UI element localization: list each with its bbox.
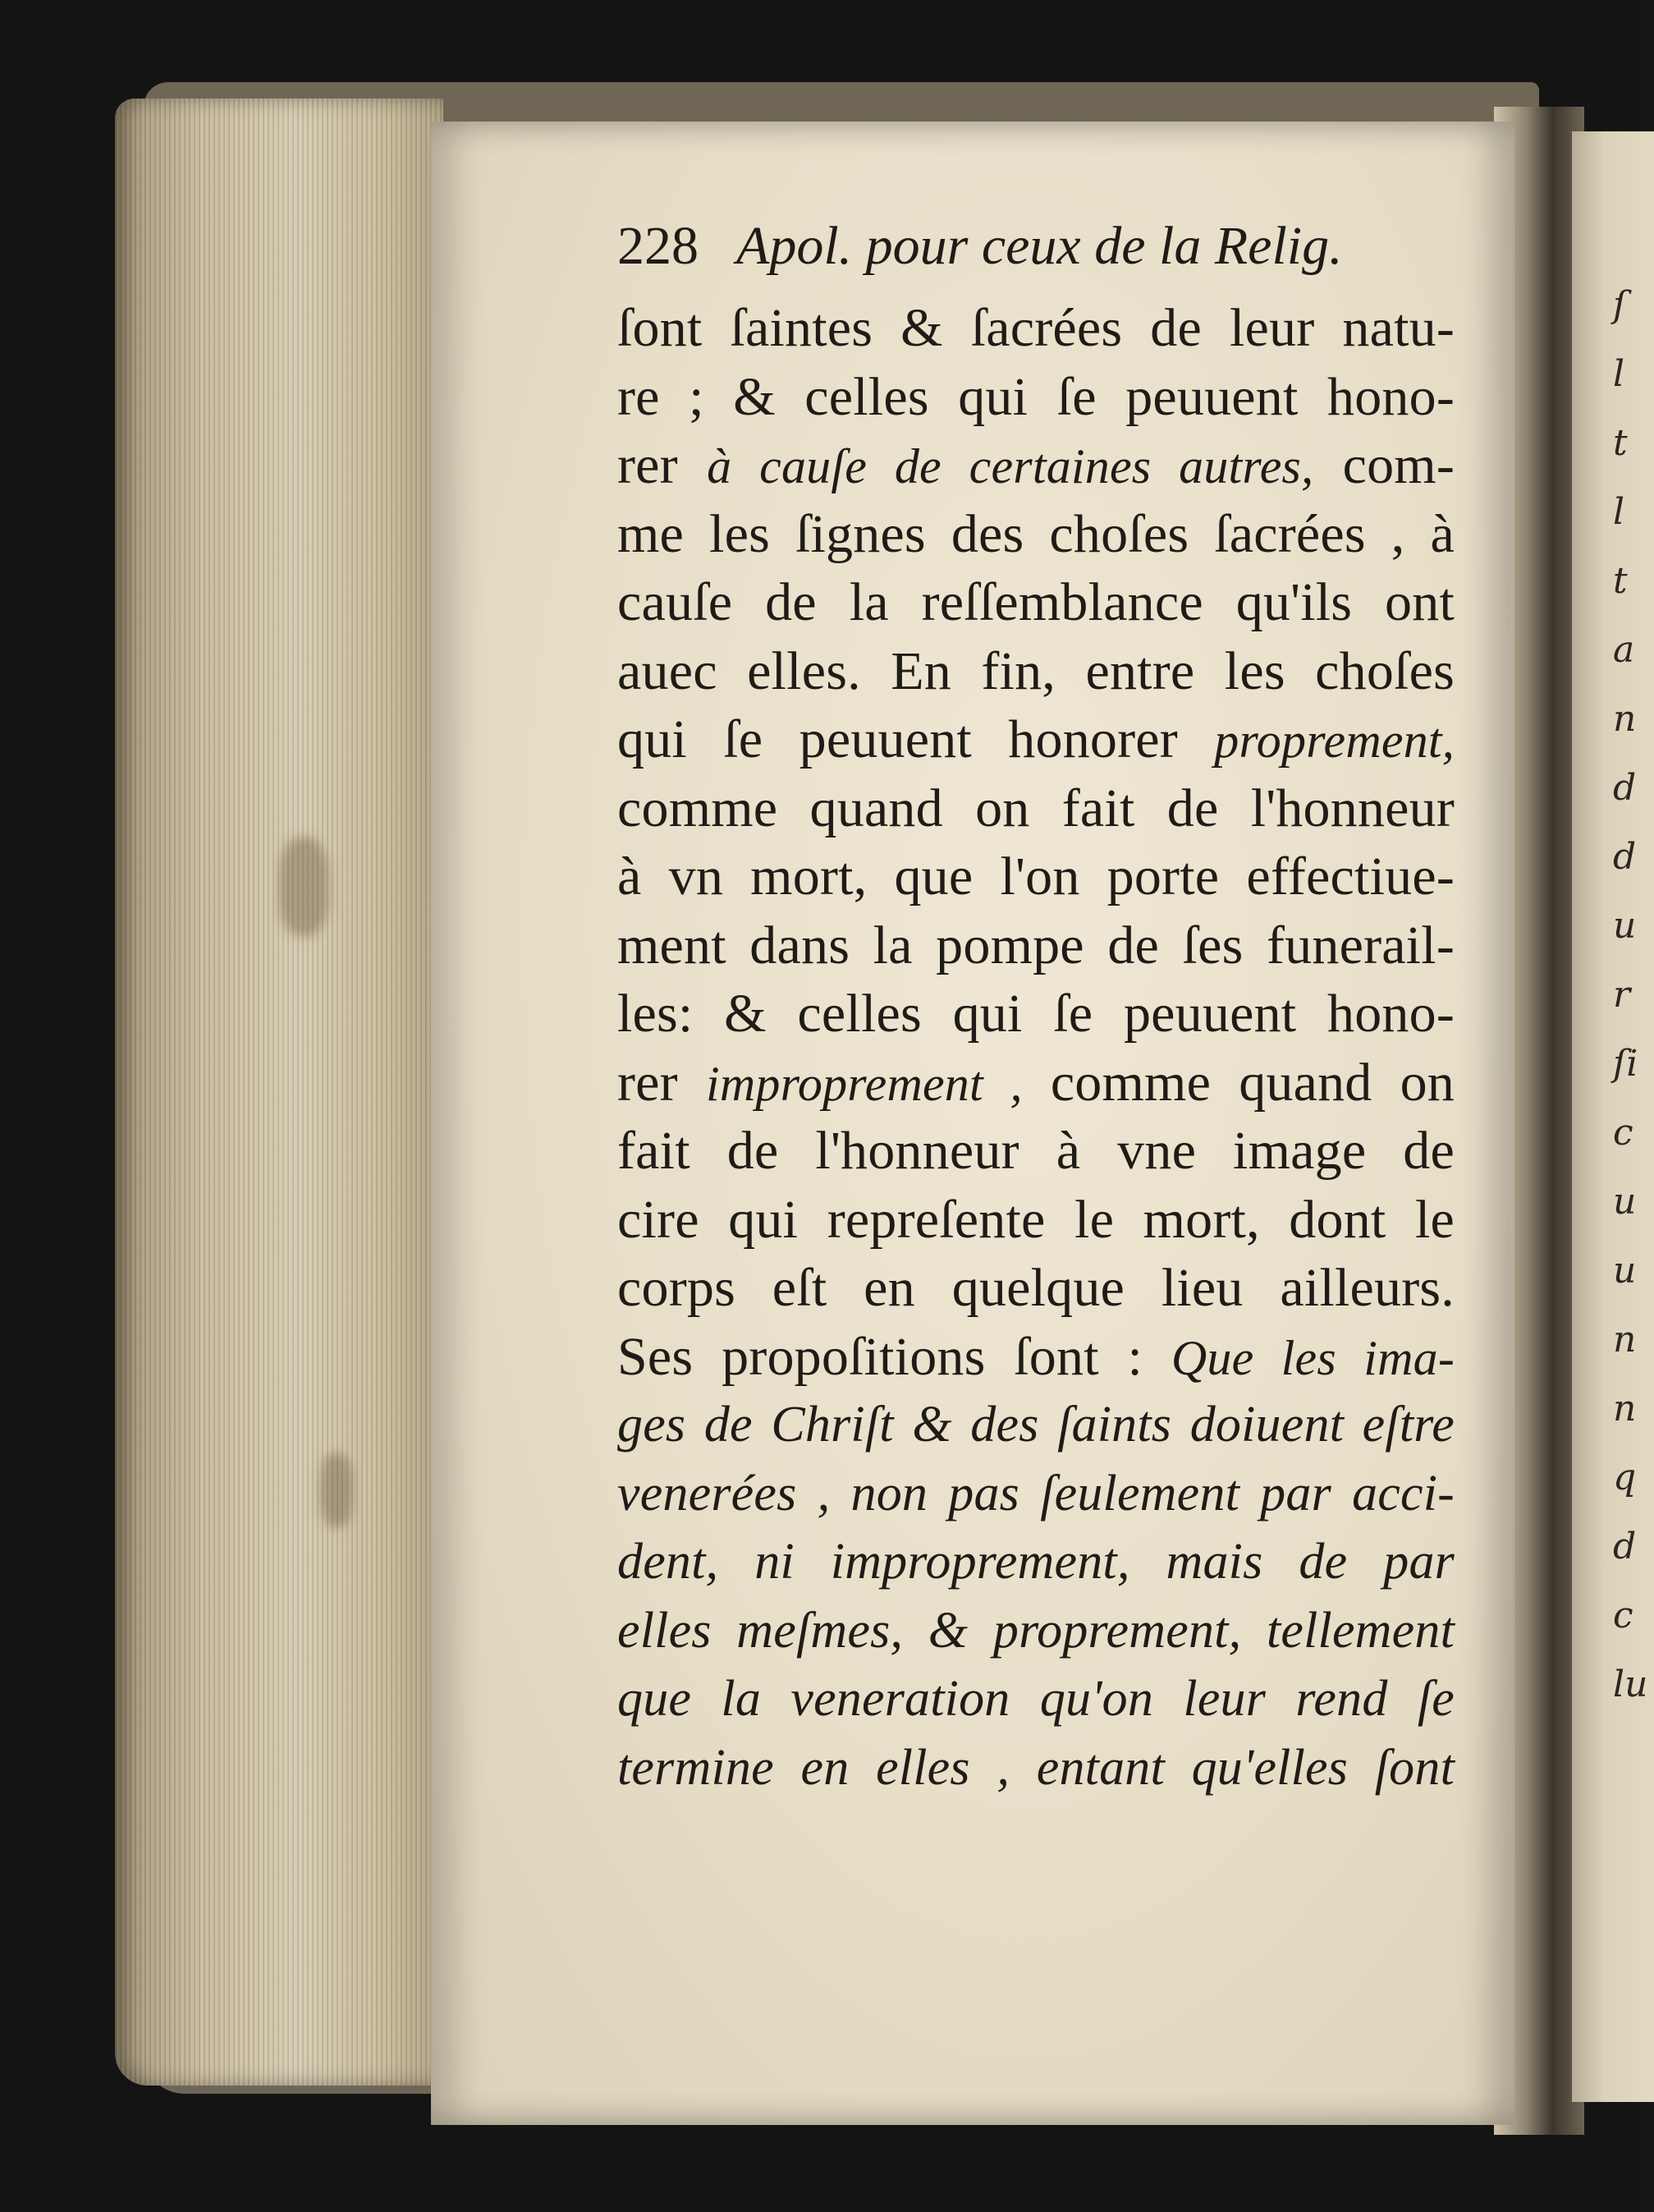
text-line: que la veneration qu'on leur rend ſe bbox=[617, 1671, 1455, 1727]
text-line: me les ſignes des choſes ſacrées , à bbox=[617, 503, 1455, 564]
italic-text: à cauſe de certaines autres, bbox=[707, 439, 1314, 493]
roman-text: comme quand on bbox=[1022, 1052, 1455, 1113]
text-line: dent, ni improprement, mais de par bbox=[617, 1534, 1455, 1590]
text-line bbox=[617, 1323, 1455, 1392]
text-line bbox=[617, 1049, 1455, 1117]
italic-text: improprement , bbox=[705, 1056, 1023, 1111]
text-line: ment dans la pompe de ſes funerail- bbox=[617, 915, 1455, 975]
stain bbox=[320, 1453, 353, 1527]
facing-page-text: ſ l t l t a n d d u r ſi c u u n n q d c lu bbox=[1613, 284, 1648, 1705]
text-line: corps eſt en quelque lieu ailleurs. bbox=[617, 1258, 1455, 1318]
text-block bbox=[617, 215, 1455, 1802]
text-line: ſont ſaintes & ſacrées de leur natu- bbox=[617, 298, 1455, 358]
text-line: comme quand on fait de l'honneur bbox=[617, 778, 1455, 838]
text-line: ges de Chriſt & des ſaints doiuent eſtre bbox=[617, 1397, 1455, 1452]
running-head bbox=[617, 215, 1455, 294]
roman-text: rer bbox=[617, 435, 708, 495]
text-line bbox=[617, 705, 1455, 774]
stain bbox=[279, 838, 328, 936]
text-line: les: & celles qui ſe peuuent hono- bbox=[617, 984, 1455, 1044]
text-line: re ; & celles qui ſe peuuent hono- bbox=[617, 366, 1455, 427]
text-line: termine en elles , entant qu'elles ſont bbox=[617, 1739, 1455, 1796]
text-line: venerées , non pas ſeulement par acci- bbox=[617, 1465, 1455, 1521]
roman-text: rer bbox=[617, 1052, 706, 1113]
roman-text: com- bbox=[1313, 435, 1455, 495]
text-line: fait de l'honneur à vne image de bbox=[617, 1121, 1455, 1181]
page-number: 228 bbox=[617, 216, 699, 276]
page-stack-edge bbox=[115, 99, 443, 2086]
roman-text: qui ſe peuuent honorer bbox=[617, 709, 1215, 769]
text-line bbox=[617, 431, 1455, 500]
text-line: cauſe de la reſſemblance qu'ils ont bbox=[617, 572, 1455, 632]
text-line: cire qui repreſente le mort, dont le bbox=[617, 1189, 1455, 1250]
text-line: elles meſmes, & proprement, tellement bbox=[617, 1602, 1455, 1659]
body-text bbox=[617, 294, 1455, 1802]
running-head-title: Apol. pour ceux de la Relig. bbox=[736, 216, 1343, 276]
italic-text: proprement, bbox=[1214, 714, 1455, 768]
text-line: auec elles. En fin, entre les choſes bbox=[617, 640, 1455, 701]
text-line: à vn mort, que l'on porte effectiue- bbox=[617, 847, 1455, 906]
italic-text: Que les ima- bbox=[1171, 1330, 1455, 1385]
roman-text: Ses propoſitions ſont : bbox=[617, 1326, 1171, 1387]
